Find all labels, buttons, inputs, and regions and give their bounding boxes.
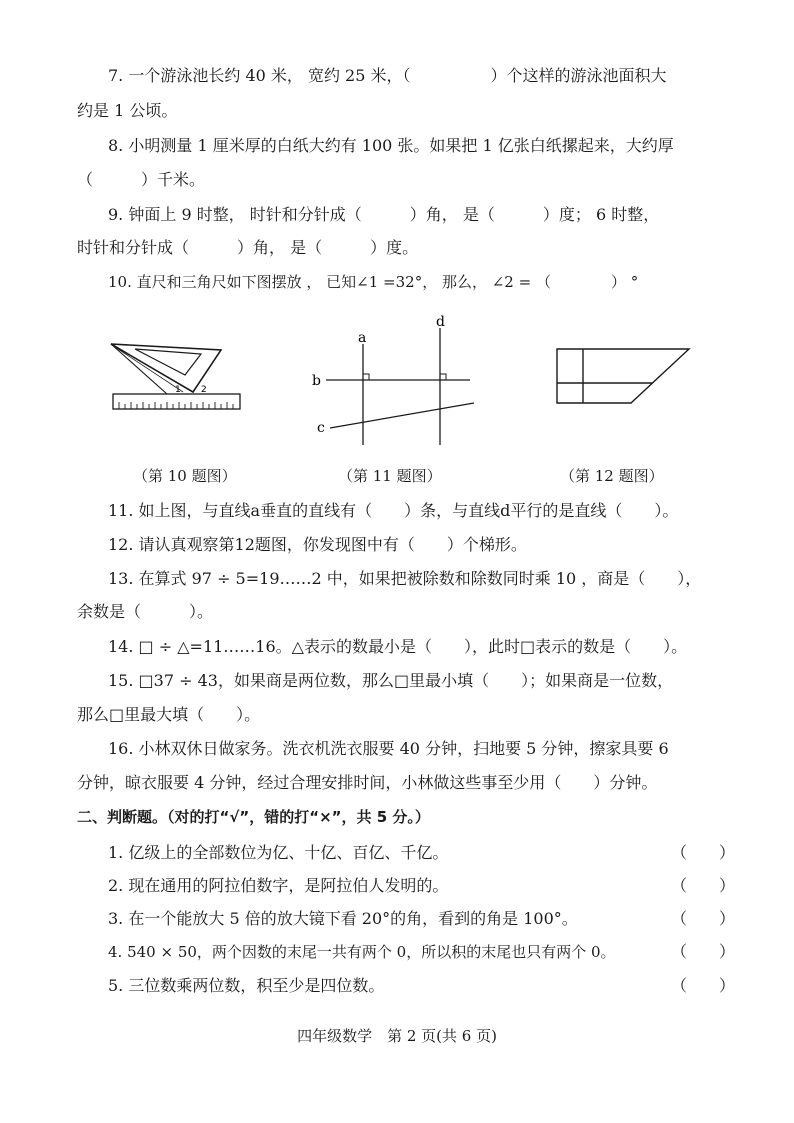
q10-line: 10. 直尺和三角尺如下图摆放 ， 已知∠1 =32°， 那么， ∠2 = （ ） ° [108, 273, 639, 291]
page-footer: 四年级数学 第 2 页(共 6 页) [297, 1027, 497, 1045]
q8-line2: （ ）千米。 [77, 170, 206, 189]
right-angle-mark-a [363, 374, 369, 380]
figure-12 [552, 345, 694, 407]
judge-answer-4[interactable]: （ ） [671, 942, 736, 961]
judge-item-2: 2. 现在通用的阿拉伯数字，是阿拉伯人发明的。 [108, 876, 449, 895]
q15-line1: 15. □37 ÷ 43，如果商是两位数，那么□里最小填（ ）；如果商是一位数， [108, 671, 674, 690]
angle-2-label: 2 [201, 385, 207, 395]
line-c [330, 403, 474, 428]
figure-11 [308, 310, 480, 450]
judge-item-5: 5. 三位数乘两位数，积至少是四位数。 [108, 976, 385, 995]
q7-line2: 约是 1 公顷。 [77, 101, 178, 120]
q13-line2: 余数是（ ）。 [77, 602, 214, 621]
q9-line1: 9. 钟面上 9 时整， 时针和分针成（ ）角， 是（ ）度； 6 时整， [108, 205, 660, 224]
judge-item-1: 1. 亿级上的全部数位为亿、十亿、百亿、千亿。 [108, 843, 449, 862]
q8-line1: 8. 小明测量 1 厘米厚的白纸大约有 100 张。如果把 1 亿张白纸摞起来，大约厚 [108, 136, 674, 155]
label-c: c [317, 420, 325, 436]
caption-fig12: （第 12 题图） [560, 467, 664, 485]
label-d: d [436, 314, 445, 330]
angle-1-label: 1 [175, 385, 181, 395]
q16-line2: 分钟，晾衣服要 4 分钟，经过合理安排时间，小林做这些事至少用（ ）分钟。 [77, 773, 658, 792]
judge-answer-1[interactable]: （ ） [671, 843, 736, 862]
label-b: b [312, 373, 321, 389]
q14-line: 14. □ ÷ △=11……16。△表示的数最小是（ ），此时□表示的数是（ ）。 [108, 637, 688, 656]
q11-line: 11. 如上图，与直线a垂直的直线有（ ）条，与直线d平行的是直线（ ）。 [108, 501, 679, 520]
q7-line1: 7. 一个游泳池长约 40 米， 宽约 25 米，（ ）个这样的游泳池面积大 [108, 66, 667, 85]
caption-fig11: （第 11 题图） [338, 467, 442, 485]
right-angle-mark-d [440, 374, 446, 380]
judge-answer-5[interactable]: （ ） [671, 976, 736, 995]
judge-item-4: 4. 540 × 50，两个因数的末尾一共有两个 0，所以积的末尾也只有两个 0。 [108, 943, 616, 961]
set-square-inner [135, 349, 201, 375]
ruler-ticks [119, 402, 233, 409]
section2-title: 二、判断题。（对的打“√”，错的打“×”，共 5 分。） [77, 808, 430, 826]
caption-fig10: （第 10 题图） [133, 467, 237, 485]
judge-item-3: 3. 在一个能放大 5 倍的放大镜下看 20°的角，看到的角是 100°。 [108, 909, 578, 928]
trapezoid-outline [557, 349, 689, 403]
judge-answer-2[interactable]: （ ） [671, 876, 736, 895]
label-a: a [358, 330, 367, 346]
q13-line1: 13. 在算式 97 ÷ 5=19……2 中，如果把被除数和除数同时乘 10 ，商是（ ）， [108, 569, 702, 588]
figure-10 [105, 330, 250, 415]
q9-line2: 时针和分针成（ ）角， 是（ ）度。 [77, 238, 419, 257]
q12-line: 12. 请认真观察第12题图，你发现图中有（ ）个梯形。 [108, 535, 527, 554]
q15-line2: 那么□里最大填（ ）。 [77, 705, 261, 724]
judge-answer-3[interactable]: （ ） [671, 909, 736, 928]
q16-line1: 16. 小林双休日做家务。洗衣机洗衣服要 40 分钟，扫地要 5 分钟，擦家具要 6 [108, 739, 669, 758]
